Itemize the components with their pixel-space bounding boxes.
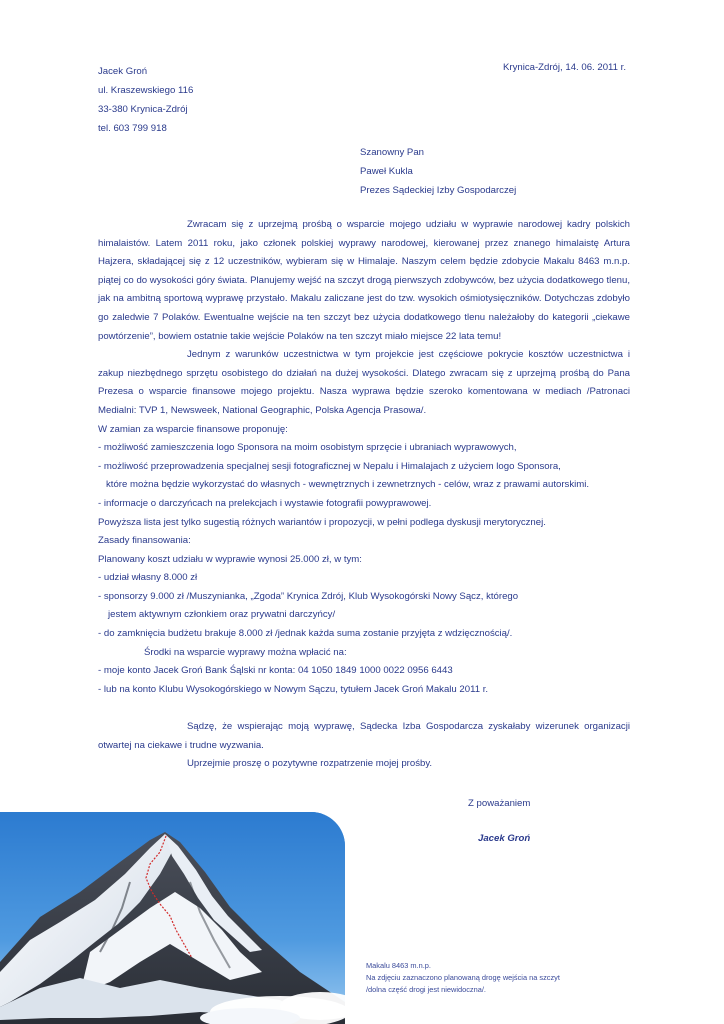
paragraph-summary: Sądzę, że wspierając moją wyprawę, Sądecka Izba Gospodarcza zyskałaby wizerunek organizacji otwartej na ciekawe i trudne wyzwania. xyxy=(98,721,630,751)
recipient-title: Prezes Sądeckiej Izby Gospodarczej xyxy=(360,185,517,196)
funding-item-continued: jestem aktywnym członkiem oraz prywatni darczyńcy/ xyxy=(108,609,336,621)
sender-address xyxy=(98,62,193,138)
funding-cost: Planowany koszt udziału w wyprawie wynosi 25.000 zł, w tym: xyxy=(98,553,362,565)
caption-line: Makalu 8463 m.n.p. xyxy=(366,961,431,970)
sender-city: 33-380 Krynica-Zdrój xyxy=(98,104,188,115)
offer-note: Powyższa lista jest tylko sugestią różnych wariantów i propozycji, w pełni podlega dyskusji merytorycznej. xyxy=(98,516,546,528)
caption-line: /dolna część drogi jest niewidoczna/. xyxy=(366,985,486,994)
paragraph-conditions: Jednym z warunków uczestnictwa w tym projekcie jest częściowe pokrycie kosztów uczestnictwa i zakup niezbędnego sprzętu osobistego do działań na dużej wysokości. Dlatego zwracam się z uprzejmą prośbą do Pana Prezesa o wsparcie finansowe mojego projektu. Nasza wyprawa będzie szeroko komentowana w mediach /Patronaci Medialni: TVP 1, Newsweek, National Geographic, Polska Agencja Prasowa/. xyxy=(98,349,630,416)
funding-item: - do zamknięcia budżetu brakuje 8.000 zł /jednak każda suma zostanie przyjęta z wdzięcznością/. xyxy=(98,628,513,640)
payment-item: - lub na konto Klubu Wysokogórskiego w Nowym Sączu, tytułem Jacek Groń Makalu 2011 r. xyxy=(98,683,489,695)
offer-item: - możliwość przeprowadzenia specjalnej sesji fotograficznej w Nepalu i Himalajach z użyciem logo Sponsora, xyxy=(98,460,561,472)
makalu-photo xyxy=(0,812,345,1024)
recipient-address xyxy=(360,143,516,200)
payment-item: - moje konto Jacek Groń Bank Śąlski nr konta: 04 1050 1849 1000 0022 0956 6443 xyxy=(98,665,453,677)
payment-intro: Środki na wsparcie wyprawy można wpłacić na: xyxy=(144,646,347,658)
caption-line: Na zdjęciu zaznaczono planowaną drogę wejścia na szczyt xyxy=(366,973,560,982)
funding-item: - sponsorzy 9.000 zł /Muszynianka, „Zgoda” Krynica Zdrój, Klub Wysokogórski Nowy Sącz, którego xyxy=(98,590,519,602)
funding-item: - udział własny 8.000 zł xyxy=(98,572,198,584)
sender-phone: tel. 603 799 918 xyxy=(98,123,167,134)
letter-date: Krynica-Zdrój, 14. 06. 2011 r. xyxy=(502,62,626,73)
offer-item: - możliwość zamieszczenia logo Sponsora na moim osobistym sprzęcie i ubraniach wyprawowych, xyxy=(98,442,517,454)
sender-name: Jacek Groń xyxy=(98,66,148,77)
offer-intro: W zamian za wsparcie finansowe proponuję: xyxy=(98,423,288,435)
offer-item: - informacje o darczyńcach na prelekcjach i wystawie fotografii powyprawowej. xyxy=(98,497,432,509)
mountain-illustration xyxy=(0,812,345,1024)
offer-item-continued: które można będzie wykorzystać do własnych - wewnętrznych i zewnetrznych - celów, wraz z prawami autorskimi. xyxy=(106,479,590,491)
sender-street: ul. Kraszewskiego 116 xyxy=(98,85,194,96)
letter-body xyxy=(98,216,630,774)
paragraph-intro: Zwracam się z uprzejmą prośbą o wsparcie mojego udziału w wyprawie narodowej kadry polskich himalaistów. Latem 2011 roku, jako członek polskiej wyprawy narodowej, kierowanej przez znanego himalaistę Artura Hajzera, składającej się z 12 uczestników, wybieram się w Himalaje. Naszym celem będzie zdobycie Makalu 8463 m.n.p. piątej co do wysokości góry świata. Planujemy wejść na szczyt drogą pierwszych zdobywców, bez użycia dodatkowego tlenu, jak na ambitną sportową wyprawę przystało. Makalu zaliczane jest do tzw. wysokich ośmiotysięczników. Dotychczas zdobyło go zaledwie 7 Polaków. Ewentualne wejście na ten szczyt bez użycia dodatkowego tlenu należałoby do kategorii „ciekawe powtórzenie”, bowiem ostatnie takie wejście Polaków na ten szczyt miało miejsce 22 lata temu! xyxy=(98,219,630,342)
closing-phrase: Z poważaniem xyxy=(468,798,531,809)
recipient-salutation: Szanowny Pan xyxy=(360,147,424,158)
signature: Jacek Groń xyxy=(478,833,531,844)
funding-title: Zasady finansowania: xyxy=(98,535,191,547)
recipient-name: Paweł Kukla xyxy=(360,166,413,177)
paragraph-request: Uprzejmie proszę o pozytywne rozpatrzenie mojej prośby. xyxy=(187,758,433,770)
photo-caption xyxy=(366,960,560,996)
